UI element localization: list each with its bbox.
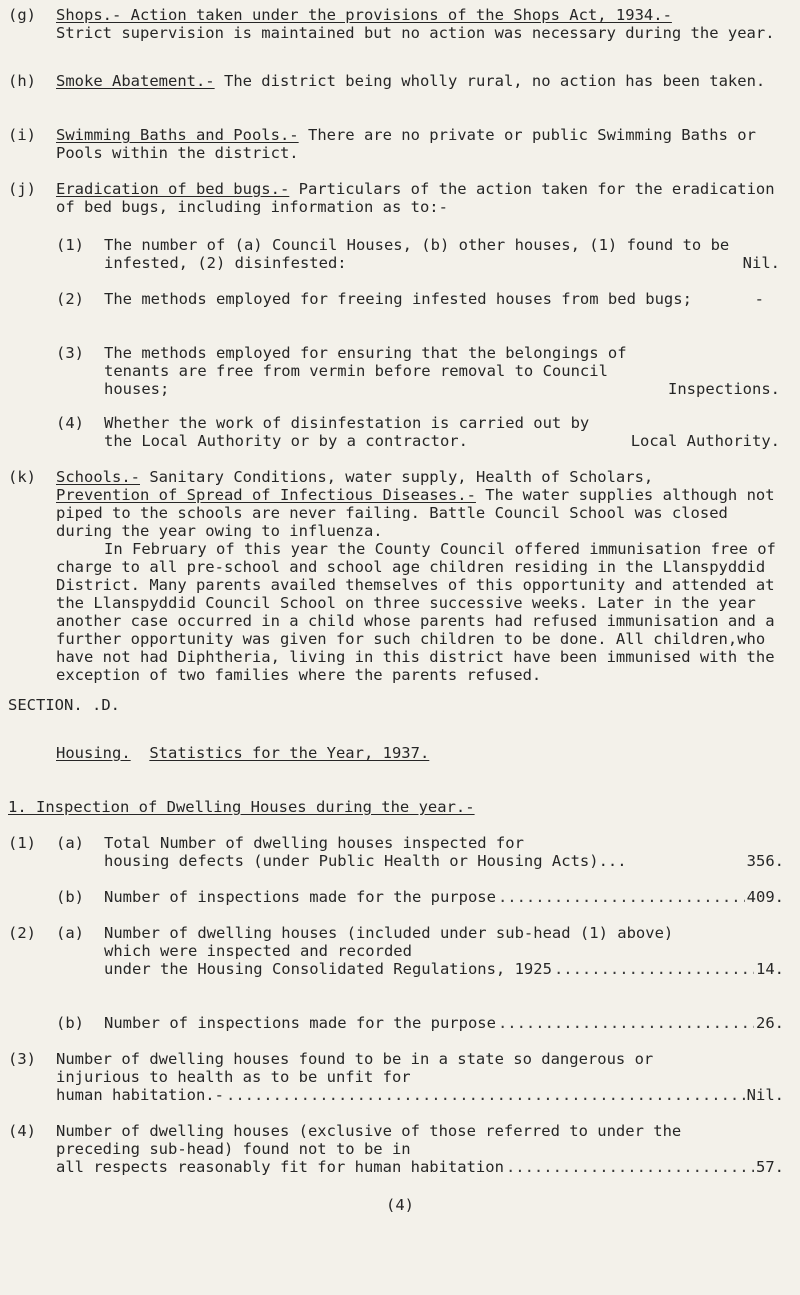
bedbug-item bbox=[104, 344, 780, 398]
heading-smoke: Smoke Abatement.- bbox=[56, 72, 215, 90]
item-g bbox=[56, 6, 792, 42]
entry-text-a: Number of dwelling houses found to be in a state so dangerous or injurious to health as to be unfit for bbox=[56, 1050, 654, 1086]
bedbug-item-text: The number of (a) Council Houses, (b) other houses, (1) found to be infested, (2) disinfested: bbox=[104, 236, 730, 272]
dot-leader bbox=[506, 1158, 754, 1176]
subtitle-statistics: Statistics for the Year, 1937. bbox=[149, 744, 430, 762]
entry-sub: (a) bbox=[56, 834, 84, 852]
entry-text-b: under the Housing Consolidated Regulations, 1925 bbox=[104, 960, 552, 978]
section-subtitle bbox=[56, 744, 429, 762]
entry-value: 57. bbox=[756, 1158, 784, 1176]
heading-swimming: Swimming Baths and Pools.- bbox=[56, 126, 299, 144]
entry-value: 356. bbox=[746, 852, 784, 870]
heading-shops: Shops.- Action taken under the provisions of the Shops Act, 1934.- bbox=[56, 6, 672, 24]
bedbug-item-text: The methods employed for freeing infested houses from bed bugs; bbox=[104, 290, 692, 308]
entry-value: Nil. bbox=[746, 1086, 784, 1104]
entry-text-b: housing defects (under Public Health or Housing Acts)... bbox=[104, 852, 627, 870]
text-smoke: The district being wholly rural, no action has been taken. bbox=[223, 72, 766, 90]
item-label-k: (k) bbox=[8, 468, 36, 486]
inspection-heading: 1. Inspection of Dwelling Houses during the year.- bbox=[8, 798, 475, 816]
entry-num: (2) bbox=[8, 924, 36, 942]
bedbug-item-value: Inspections. bbox=[668, 380, 780, 398]
subtitle-housing: Housing. bbox=[56, 744, 131, 762]
entry-text-a: Number of dwelling houses (exclusive of those referred to under the preceding sub-head) found not to be in bbox=[56, 1122, 682, 1158]
heading-schools: Schools.- bbox=[56, 468, 140, 486]
heading-schools-2: Prevention of Spread of Infectious Diseases.- bbox=[56, 486, 476, 504]
bedbug-item-num: (2) bbox=[56, 290, 84, 308]
text-bed-bugs: Particulars of the action taken for the eradication of bed bugs, including information as to:- bbox=[56, 180, 775, 216]
entry-sub: (b) bbox=[56, 1014, 84, 1032]
entry-text-b: all respects reasonably fit for human habitation bbox=[56, 1158, 504, 1176]
bedbug-item-value: - bbox=[754, 290, 764, 308]
entry-value: 409. bbox=[746, 888, 784, 906]
item-label-h: (h) bbox=[8, 72, 36, 90]
entry-sub: (a) bbox=[56, 924, 84, 942]
entry-text-a: Number of dwelling houses (included under sub-head (1) above) which were inspected and recorded bbox=[104, 924, 674, 960]
item-i bbox=[56, 126, 792, 162]
entry-num: (3) bbox=[8, 1050, 36, 1068]
page-number: (4) bbox=[386, 1196, 414, 1214]
dot-leader bbox=[226, 1086, 745, 1104]
entry-text-b: Number of inspections made for the purpose bbox=[104, 888, 496, 906]
bedbug-item-num: (1) bbox=[56, 236, 84, 254]
bedbug-item bbox=[104, 414, 780, 450]
entry bbox=[56, 1122, 784, 1176]
dot-leader bbox=[554, 960, 754, 978]
bedbug-item-value: Local Authority. bbox=[630, 432, 780, 450]
bedbug-item-num: (4) bbox=[56, 414, 84, 432]
entry-value: 26. bbox=[756, 1014, 784, 1032]
item-label-g: (g) bbox=[8, 6, 36, 24]
entry bbox=[104, 1014, 784, 1032]
entry-sub: (b) bbox=[56, 888, 84, 906]
bedbug-item-text: Whether the work of disinfestation is carried out by the Local Authority or by a contractor. bbox=[104, 414, 590, 450]
entry bbox=[104, 924, 784, 978]
entry bbox=[56, 1050, 784, 1104]
bedbug-item bbox=[104, 236, 780, 272]
entry-num: (1) bbox=[8, 834, 36, 852]
item-j bbox=[56, 180, 792, 216]
entry bbox=[104, 888, 784, 906]
bedbug-item-text: The methods employed for ensuring that the belongings of tenants are free from vermin before removal to Council houses; bbox=[104, 344, 627, 398]
entry-text-b: human habitation.- bbox=[56, 1086, 224, 1104]
item-h bbox=[56, 72, 792, 90]
entry-num: (4) bbox=[8, 1122, 36, 1140]
bedbug-item-num: (3) bbox=[56, 344, 84, 362]
text-shops: Strict supervision is maintained but no action was necessary during the year. bbox=[56, 24, 775, 42]
heading-bed-bugs: Eradication of bed bugs.- bbox=[56, 180, 290, 198]
dot-leader bbox=[498, 1014, 754, 1032]
entry bbox=[104, 834, 784, 870]
text-schools-2: In February of this year the County Council offered immunisation free of charge to all pre-school and school age children residing in the Llanspyddid District. Many parents availed themselves of this opportunity and attended at the Llanspyddid Council School on three successive weeks. Later in the year another case occurred in a child whose parents had refused immunisation and a further opportunity was given for such children to be done. All children,who have not had Diphtheria, living in this district have been immunised with the exception of two families where the parents refused. bbox=[56, 540, 776, 684]
text-schools-1: The water supplies although not piped to the schools are never failing. Battle Council School was closed during the year owing to influenza. bbox=[56, 486, 775, 540]
bedbug-item-value: Nil. bbox=[742, 254, 780, 272]
text-swimming: There are no private or public Swimming Baths or Pools within the district. bbox=[56, 126, 756, 162]
heading-schools-rest: Sanitary Conditions, water supply, Health of Scholars, bbox=[149, 468, 654, 486]
item-label-j: (j) bbox=[8, 180, 36, 198]
entry-value: 14. bbox=[756, 960, 784, 978]
item-k bbox=[56, 468, 792, 684]
item-label-i: (i) bbox=[8, 126, 36, 144]
entry-text-b: Number of inspections made for the purpose bbox=[104, 1014, 496, 1032]
bedbug-item bbox=[104, 290, 780, 308]
dot-leader bbox=[498, 888, 745, 906]
entry-text-a: Total Number of dwelling houses inspected for bbox=[104, 834, 524, 852]
section-title: SECTION. .D. bbox=[8, 696, 120, 714]
